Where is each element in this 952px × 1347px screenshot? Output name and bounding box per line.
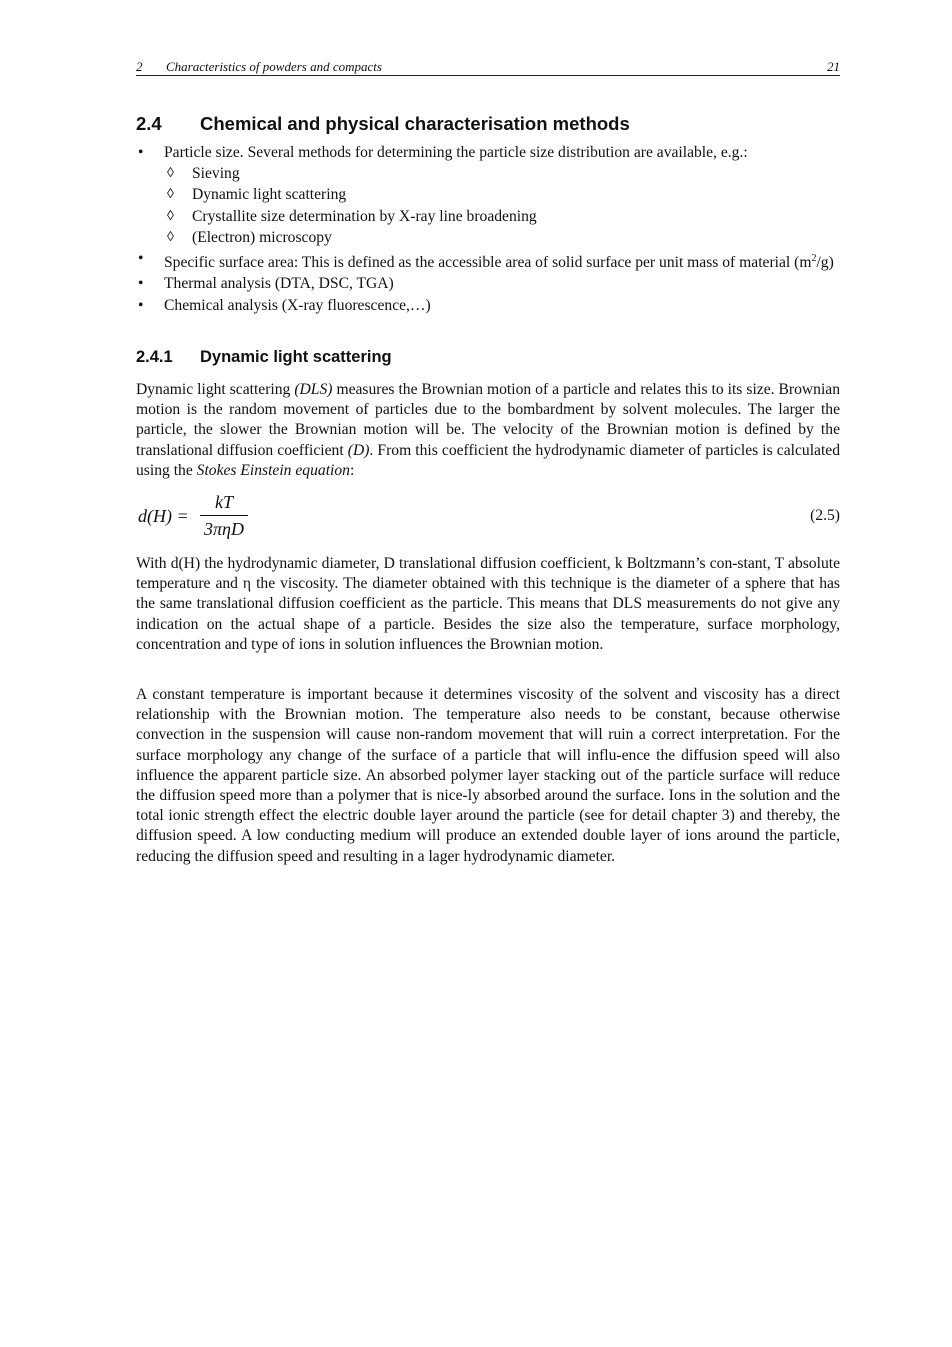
text-run-italic: Stokes Einstein equation [196, 461, 350, 479]
list-item-text-end: /g) [816, 254, 834, 272]
list-item-text: Thermal analysis (DTA, DSC, TGA) [164, 275, 394, 293]
particle-size-methods-list [164, 163, 840, 248]
fraction-bar [200, 515, 248, 516]
text-run: . From this coefficient the hydrodynamic diameter of particles is calculated using the [136, 441, 840, 479]
list-item [136, 295, 840, 316]
section-heading [136, 112, 630, 136]
equation-lhs: d(H) = [138, 506, 189, 526]
text-run: Dynamic light scattering [136, 381, 295, 398]
subsection-heading [136, 346, 392, 368]
sub-list-item-text: Crystallite size determination by X-ray line broadening [192, 207, 537, 225]
bullet-icon: • [138, 144, 144, 161]
list-item-text: Chemical analysis (X-ray fluorescence,…) [164, 296, 431, 314]
text-run: measures the Brownian motion of a particle and relates this to its size. Brownian motion is the random movement of particles due to the bombardment by solvent molecules. The larger the particle, the slower the Brownian motion will be. The velocity of the Brownian motion is defined by the translational diffusion coefficient [136, 381, 841, 459]
sub-list-item [164, 184, 840, 205]
diamond-bullet-icon: ◊ [167, 187, 174, 203]
list-item-text: Particle size. Several methods for determining the particle size distribution are available, e.g.: [164, 144, 748, 161]
list-item [136, 273, 840, 294]
list-item [136, 248, 840, 273]
bullet-icon: • [138, 296, 144, 314]
diamond-bullet-icon: ◊ [167, 166, 174, 182]
chapter-title: Characteristics of powders and compacts [166, 59, 382, 74]
subsection-number: 2.4.1 [136, 348, 173, 366]
section-title: Chemical and physical characterisation methods [200, 113, 630, 134]
methods-list [136, 142, 840, 316]
sub-list-item-text: Dynamic light scattering [192, 186, 347, 204]
equation-denominator: 3πηD [204, 519, 244, 539]
text-run-italic: (DLS) [294, 381, 333, 398]
list-item [136, 142, 840, 248]
text-run: : [349, 461, 355, 479]
equation-number: (2.5) [810, 507, 840, 524]
text-run-italic: (D) [347, 441, 370, 459]
paragraph-dls-intro [136, 380, 840, 481]
list-item-text: Specific surface area: This is defined as the accessible area of solid surface per unit mass of material (m [164, 254, 812, 272]
sub-list-item [164, 227, 840, 248]
running-header-chapter [136, 59, 382, 75]
bullet-icon: • [138, 275, 144, 293]
section-number: 2.4 [136, 113, 162, 134]
chapter-number: 2 [136, 59, 143, 74]
sub-list-item-text: (Electron) microscopy [192, 228, 332, 246]
diamond-bullet-icon: ◊ [167, 208, 174, 224]
equation-fraction [200, 490, 248, 541]
page-number: 21 [827, 59, 840, 74]
sub-list-item [164, 206, 840, 227]
paragraph-temperature-effects: A constant temperature is important because it determines viscosity of the solvent and viscosity has a direct relationship with the Brownian motion. The temperature also needs to be constant, because otherwise convection in the suspension will cause non-random movement that will ruin a correct interpretation. For the surface morphology any change of the surface of a particle that will influ-ence the diffusion speed will also influence the apparent particle size. An absorbed polymer layer stacking out of the particle surface will reduce the diffusion speed more than a polymer that is nice-ly absorbed around the surface. Ions in the solution and the total ionic strength effect the electric double layer around the particle (see for detail chapter 3) and thereby, the diffusion speed. A low conducting medium will produce an extended double layer of ions around the particle, reducing the diffusion speed and resulting in a lager hydrodynamic diameter. [136, 686, 840, 865]
bullet-icon: • [138, 250, 144, 268]
diamond-bullet-icon: ◊ [167, 229, 174, 245]
stokes-einstein-equation [136, 490, 840, 544]
running-header [136, 59, 840, 76]
subsection-title: Dynamic light scattering [200, 348, 392, 366]
sub-list-item [164, 163, 840, 184]
paragraph-equation-explanation: With d(H) the hydrodynamic diameter, D translational diffusion coefficient, k Boltzmann’s con-stant, T absolute temperature and η the viscosity. The diameter obtained with this technique is the diameter of a sphere that has the same translational diffusion coefficient as the particle. This means that DLS measurements do not give any indication on the actual shape of a particle. Besides the size also the temperature, surface morphology, concentration and type of ions in solution influences the Brownian motion. [136, 555, 840, 653]
sub-list-item-text: Sieving [192, 165, 240, 183]
equation-numerator: kT [215, 492, 233, 512]
superscript: 2 [811, 253, 817, 265]
